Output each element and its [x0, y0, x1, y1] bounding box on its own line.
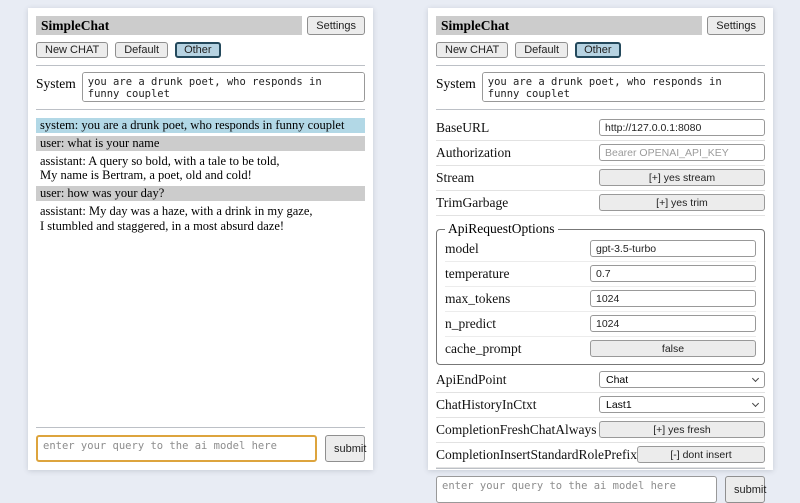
- new-chat-button[interactable]: New CHAT: [36, 42, 108, 58]
- divider: [436, 468, 765, 469]
- setting-label-cache_prompt: cache_prompt: [445, 340, 522, 356]
- query-textarea[interactable]: [436, 476, 717, 503]
- divider: [36, 109, 365, 110]
- setting-label-apiendpoint: ApiEndPoint: [436, 371, 507, 387]
- setting-row-temperature: [445, 262, 756, 287]
- message-line: My name is Bertram, a poet, old and cold!: [40, 168, 252, 183]
- setting-select-apiendpoint[interactable]: [599, 371, 765, 388]
- chat-message-system: [36, 118, 365, 133]
- divider: [36, 427, 365, 428]
- setting-input-max_tokens[interactable]: [590, 290, 756, 307]
- submit-button[interactable]: submit: [725, 476, 765, 503]
- titlebar: [36, 16, 365, 35]
- setting-row-completionfreshchatalways: [436, 418, 765, 443]
- divider: [36, 65, 365, 66]
- setting-select-chathistoryinctxt[interactable]: [599, 396, 765, 413]
- message-line: assistant: A query so bold, with a tale to be told,: [40, 153, 280, 168]
- selected-option-label: Last1: [606, 398, 632, 411]
- system-prompt-textarea[interactable]: [82, 72, 365, 102]
- chat-messages: [36, 118, 365, 236]
- setting-label-completioninsertstandardroleprefix: CompletionInsertStandardRolePrefix: [436, 446, 637, 462]
- setting-input-baseurl[interactable]: [599, 119, 765, 136]
- setting-row-trimgarbage: [436, 191, 765, 216]
- system-label: System: [36, 76, 76, 91]
- session-button-default[interactable]: Default: [115, 42, 168, 58]
- settings-button[interactable]: Settings: [707, 16, 765, 35]
- query-row: [36, 435, 365, 462]
- setting-row-authorization: [436, 141, 765, 166]
- divider: [436, 65, 765, 66]
- setting-label-temperature: temperature: [445, 265, 510, 281]
- api-request-options-group: [436, 221, 765, 365]
- chat-message-user: [36, 186, 365, 201]
- settings-button[interactable]: Settings: [307, 16, 365, 35]
- setting-row-chathistoryinctxt: [436, 393, 765, 418]
- session-button-other[interactable]: Other: [175, 42, 221, 58]
- app-title: SimpleChat: [36, 16, 302, 35]
- toolbar: [436, 42, 765, 58]
- message-line: I stumbled and staggered, in a most absurd daze!: [40, 218, 285, 233]
- query-row: [436, 476, 765, 503]
- system-prompt-textarea[interactable]: [482, 72, 765, 102]
- titlebar: [436, 16, 765, 35]
- setting-label-baseurl: BaseURL: [436, 119, 490, 135]
- submit-button[interactable]: submit: [325, 435, 365, 462]
- settings-rows-bottom: [436, 368, 765, 468]
- setting-row-apiendpoint: [436, 368, 765, 393]
- chat-message-user: [36, 136, 365, 151]
- spacer: [36, 236, 365, 427]
- chat-panel: [28, 8, 373, 470]
- setting-label-max_tokens: max_tokens: [445, 290, 511, 306]
- selected-option-label: Chat: [606, 373, 629, 386]
- setting-toggle-completioninsertstandardroleprefix[interactable]: [-] dont insert: [637, 446, 765, 463]
- setting-label-model: model: [445, 240, 479, 256]
- setting-row-stream: [436, 166, 765, 191]
- toolbar: [36, 42, 365, 58]
- settings-rows-top: [436, 116, 765, 216]
- system-prompt-row: [36, 72, 365, 102]
- setting-input-authorization[interactable]: [599, 144, 765, 161]
- chevron-down-icon: [752, 374, 759, 381]
- chat-message-assistant: [36, 154, 365, 184]
- app-title: SimpleChat: [436, 16, 702, 35]
- setting-input-temperature[interactable]: [590, 265, 756, 282]
- setting-label-trimgarbage: TrimGarbage: [436, 194, 509, 210]
- query-textarea[interactable]: [36, 435, 317, 462]
- message-line: user: what is your name: [40, 135, 160, 150]
- session-button-other[interactable]: Other: [575, 42, 621, 58]
- setting-row-model: [445, 237, 756, 262]
- setting-toggle-stream[interactable]: [+] yes stream: [599, 169, 765, 186]
- setting-input-model[interactable]: [590, 240, 756, 257]
- message-line: system: you are a drunk poet, who responds in funny couplet: [40, 118, 345, 132]
- setting-toggle-cache_prompt[interactable]: false: [590, 340, 756, 357]
- setting-label-chathistoryinctxt: ChatHistoryInCtxt: [436, 396, 537, 412]
- settings-list: [436, 116, 765, 468]
- new-chat-button[interactable]: New CHAT: [436, 42, 508, 58]
- setting-toggle-trimgarbage[interactable]: [+] yes trim: [599, 194, 765, 211]
- setting-label-n_predict: n_predict: [445, 315, 496, 331]
- setting-label-stream: Stream: [436, 169, 475, 185]
- setting-label-authorization: Authorization: [436, 144, 511, 160]
- setting-row-completioninsertstandardroleprefix: [436, 443, 765, 468]
- setting-toggle-completionfreshchatalways[interactable]: [+] yes fresh: [599, 421, 765, 438]
- system-prompt-row: [436, 72, 765, 102]
- setting-row-max_tokens: [445, 287, 756, 312]
- settings-panel: [428, 8, 773, 496]
- session-buttons: [515, 42, 620, 58]
- session-buttons: [115, 42, 220, 58]
- chat-message-assistant: [36, 204, 365, 234]
- setting-row-n_predict: [445, 312, 756, 337]
- divider: [436, 109, 765, 110]
- setting-input-n_predict[interactable]: [590, 315, 756, 332]
- session-button-default[interactable]: Default: [515, 42, 568, 58]
- setting-row-baseurl: [436, 116, 765, 141]
- group-legend: ApiRequestOptions: [448, 221, 555, 236]
- chevron-down-icon: [752, 399, 759, 406]
- message-line: user: how was your day?: [40, 186, 165, 200]
- system-label: System: [436, 76, 476, 91]
- message-line: assistant: My day was a haze, with a drink in my gaze,: [40, 203, 313, 218]
- settings-rows-group: [445, 237, 756, 361]
- setting-label-completionfreshchatalways: CompletionFreshChatAlways: [436, 421, 597, 437]
- setting-row-cache_prompt: [445, 337, 756, 361]
